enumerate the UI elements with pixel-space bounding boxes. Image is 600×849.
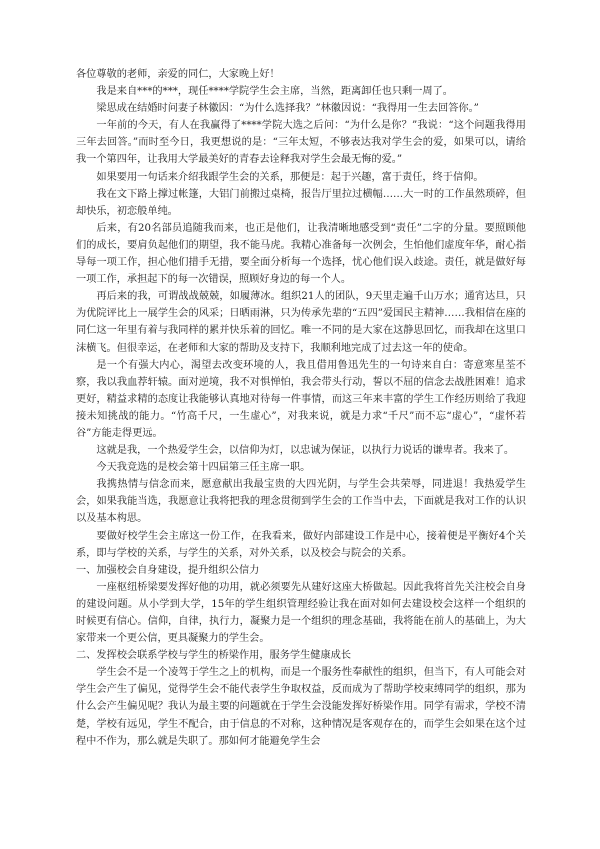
greeting-paragraph: 各位尊敬的老师，亲爱的同仁，大家晚上好！ — [76, 69, 280, 80]
one-year-ago-paragraph: 一年前的今天，有人在我赢得了****学院大选之后问：“为什么是你？”我说：“这个问题我得用三年去回答。”而时至今日，我更想说的是：“三年太短，不够表达我对学生会的爱，如果可以，请给我一个第四年，让我用大学最美好的青春去诠释我对学生会最无悔的爱。” — [76, 120, 526, 166]
section-two-body: 学生会不是一个凌驾于学生之上的机构，而是一个服务性奉献性的组织，但当下，有人可能会对学生会产生了偏见，觉得学生会不能代表学生争取权益，反而成为了帮助学校束缚同学的组织，那为什么会产生偏见呢？我认为最主要的问题就在于学生会没能发挥好桥梁作用。同学有需求，学校不清楚，学校有远见，学生不配合，由于信息的不对称，这种情况是客观存在的，而学生会如果在这个过程中不作为，那么就是失职了。那如何才能避免学生会 — [76, 667, 526, 747]
section-heading-one: 一、加强校会自身建设，提升组织公信力 — [76, 564, 260, 576]
position-statement-paragraph: 今天我竞选的是校会第十四届第三任主席一职。 — [96, 462, 311, 474]
speech-text-body — [76, 66, 526, 750]
freshman-work-paragraph: 我在文下路上撑过帐篷，大铝门前搬过桌椅，报告厅里拉过横幅……大一时的工作虽然琐碎，但却快乐，初恋般单纯。 — [76, 188, 526, 217]
work-overview-paragraph: 要做好校学生会主席这一份工作，在我看来，做好内部建设工作是中心，接着便是平衡好4个关系，即与学校的关系，与学生的关系，对外关系，以及校会与院会的关系。 — [76, 530, 526, 559]
self-introduction-paragraph: 我是来自***的***，现任****学院学生会主席，当然，距离卸任也只剩一周了。 — [96, 86, 453, 98]
conclusion-paragraph: 这就是我，一个热爱学生会，以信仰为灯，以忠诚为保证，以执行力说话的谦卑者。我来了。 — [96, 445, 515, 457]
section-heading-two: 二、发挥校会联系学校与学生的桥梁作用，服务学生健康成长 — [76, 650, 352, 662]
commitment-paragraph: 我携热情与信念而来，愿意献出我最宝贵的大四光阴，与学生会共荣辱，同进退！我热爱学生会，如果我能当选，我愿意让我将把我的理念贯彻到学生会的工作当中去，下面就是我对工作的认识以及基本构思。 — [76, 479, 526, 525]
relationship-summary-paragraph: 如果要用一句话来介绍我跟学生会的关系，那便是：起于兴趣，富于责任，终于信仰。 — [96, 171, 484, 183]
responsibility-paragraph: 后来，有20名部员追随我而来，也正是他们，让我清晰地感受到“责任”二字的分量。要照顾他们的成长，要肩负起他们的期望，我不能马虎。我精心准备每一次例会，生怕他们虚度年华，耐心指导每一项工作，担心他们措手无措，要全面分析每一个选择，忧心他们误入歧途。责任，就是做好每一项工作，承担起下的每一次错误，照顾好身边的每一个人。 — [76, 222, 526, 286]
liang-sicheng-story-paragraph: 梁思成在结婚时问妻子林徽因：“为什么选择我？”林徽因说：“我得用一生去回答你。” — [96, 103, 479, 115]
character-paragraph: 是一个有强大内心，渴望去改变环境的人，我且借用鲁迅先生的一句诗来自白：寄意寒星荃不察，我以我血荐轩辕。面对逆境，我不对惧惮怕，我会带头行动，誓以不屈的信念去战胜困难！追求更好，精益求精的态度让我能够认真地对待每一件事情，而这三年来丰富的学生工作经历则给了我迎接未知挑战的能力。“竹高千尺，一生虚心”，对我来说，就是力求“千尺”而不忘“虚心”，“虚怀若谷”方能走得更远。 — [76, 359, 526, 439]
past-year-paragraph: 再后来的我，可谓战战兢兢，如履薄冰。组织21人的团队，9天里走遍千山万水；通宵达旦，只为优院评比上一展学生会的风采；日晒雨淋，只为传承先辈的“五四”爱国民主精神……我相信在座的同仁这一年里有着与我同样的累并快乐着的回忆。唯一不同的是大家在这静思回忆，而我却在这里口沫横飞。但很幸运，在老师和大家的帮助及支持下，我顺利地完成了过去这一年的使命。 — [76, 291, 526, 354]
section-one-body: 一座枢纽桥梁要发挥好他的功用，就必须要先从建好这座大桥做起。因此我将首先关注校会自身的建设问题。从小学到大学，15年的学生组织管理经验让我在面对如何去建设校会这样一个组织的时候更有信心。信仰，自律，执行力，凝聚力是一个组织的理念基础，我将能在前人的基础上，为大家带来一个更公信，更具凝聚力的学生会。 — [76, 581, 526, 645]
